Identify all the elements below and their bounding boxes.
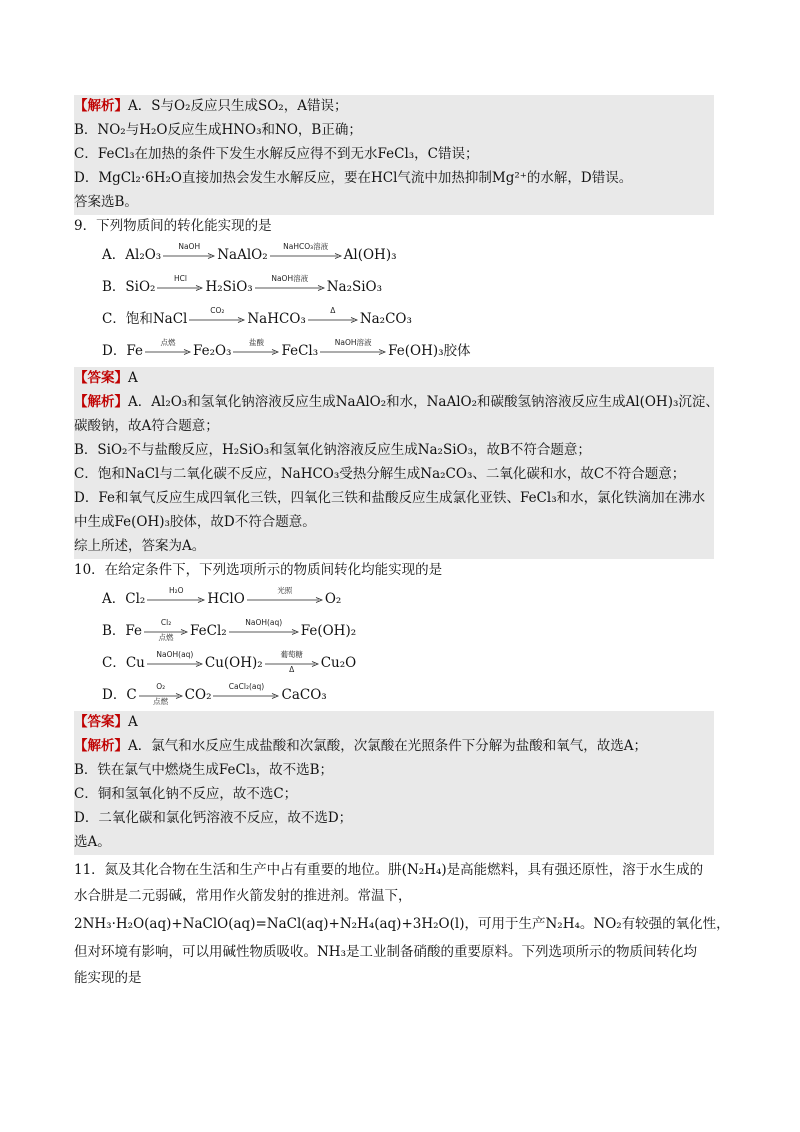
answer-tag: 【答案】 [74, 370, 128, 386]
product: Cu₂O [320, 655, 357, 671]
reaction-arrow [147, 649, 203, 673]
stem-text: ，可用于生产N₂H₄。NO₂有较强的氧化性， [464, 916, 730, 932]
arrow-condition: 光照 [277, 585, 293, 595]
q11-stem-line-2: 水合肼是二元弱碱，常用作火箭发射的推进剂。常温下， [74, 888, 412, 904]
reaction-arrow [308, 305, 358, 329]
reaction-arrow [145, 337, 191, 361]
q10-analysis-line-2: B．铁在氯气中燃烧生成FeCl₃，故不选B； [74, 762, 334, 778]
reaction-arrow [144, 617, 188, 642]
q10-answer [74, 711, 714, 735]
arrow-condition: CO₂ [210, 305, 225, 315]
product: Fe(OH)₂ [300, 623, 357, 639]
option-letter: B． [102, 623, 126, 639]
reactant: Fe [125, 623, 143, 639]
q8-analysis-line-3: C．FeCl₃在加热的条件下发生水解反应得不到无水FeCl₃，C错误； [74, 146, 479, 162]
intermediate: FeCl₃ [281, 343, 319, 359]
analysis-tag: 【解析】 [74, 98, 128, 114]
q8-analysis-block [74, 95, 714, 215]
q9-analysis-line-3: B．SiO₂不与盐酸反应，H₂SiO₃和氢氧化钠溶液反应生成Na₂SiO₃，故B不符合题意； [74, 442, 591, 458]
reaction-equation: 2NH₃·H₂O(aq)+NaClO(aq)=NaCl(aq)+N₂H₄(aq)+3H₂O(l) [74, 916, 465, 932]
arrow-condition: Δ [330, 305, 336, 315]
q9-option-a [74, 239, 714, 271]
arrow-condition: 葡萄糖 [280, 649, 303, 659]
q9-option-d [74, 335, 714, 367]
intermediate: NaAlO₂ [217, 247, 268, 263]
intermediate: NaHCO₃ [247, 311, 306, 327]
q8-analysis-line-1 [74, 95, 714, 119]
arrow-condition: NaOH(aq) [156, 649, 194, 659]
reactant: Fe [126, 343, 143, 359]
arrow-condition: NaOH(aq) [245, 617, 283, 627]
intermediate: Cu(OH)₂ [204, 655, 263, 671]
q8-analysis-line-2: B．NO₂与H₂O反应生成HNO₃和NO，B正确； [74, 122, 362, 138]
option-letter: D． [102, 687, 127, 703]
answer-tag: 【答案】 [74, 714, 128, 730]
reaction-arrow [189, 305, 245, 329]
product: Fe(OH)₃胶体 [388, 343, 471, 359]
reaction-arrow [147, 585, 205, 609]
reaction-arrow [229, 617, 299, 641]
arrow-condition: HCl [173, 273, 187, 283]
q11-stem-line-5: 能实现的是 [74, 970, 142, 986]
q10-option-c [74, 647, 714, 679]
reaction-arrow [255, 273, 325, 297]
reaction-arrow [247, 585, 323, 609]
q9-option-c [74, 303, 714, 335]
reaction-arrow [163, 241, 215, 265]
arrow-condition: O₂ [156, 681, 166, 691]
q10-analysis-line-3: C．铜和氢氧化钠不反应，故不选C； [74, 786, 298, 802]
reactant: Al₂O₃ [125, 247, 162, 263]
q9-analysis-line-5: D．Fe和氧气反应生成四氧化三铁，四氧化三铁和盐酸反应生成氯化亚铁、FeCl₃和水，氯化铁滴加在沸水 [74, 490, 706, 506]
q9-analysis-line-2: 碳酸钠，故A符合题意； [74, 418, 219, 434]
q10-analysis-line-5: 选A。 [74, 834, 111, 850]
arrow-condition: NaOH [178, 241, 201, 251]
reaction-arrow [270, 241, 342, 265]
answer-value: A [128, 370, 138, 386]
analysis-text: A．Al₂O₃和氢氧化钠溶液反应生成NaAlO₂和水，NaAlO₂和碳酸氢钠溶液反应生成Al(OH)₃沉淀、 [128, 394, 719, 410]
arrow-condition: H₂O [169, 585, 184, 595]
product: O₂ [324, 591, 342, 607]
q11-stem-line-1: 11．氮及其化合物在生活和生产中占有重要的地位。肼(N₂H₄)是高能燃料，具有强还原性，溶于水生成的 [74, 862, 704, 878]
reactant: C [126, 687, 137, 703]
product: Al(OH)₃ [343, 247, 397, 263]
reactant: SiO₂ [125, 279, 156, 295]
intermediate: HClO [207, 591, 245, 607]
q8-analysis-line-4: D．MgCl₂·6H₂O直接加热会发生水解反应，要在HCl气流中加热抑制Mg²⁺的水解，D错误。 [74, 170, 633, 186]
analysis-tag: 【解析】 [74, 394, 128, 410]
reaction-arrow [265, 649, 319, 674]
option-letter: A． [102, 591, 126, 607]
q10-option-a [74, 583, 714, 615]
reaction-arrow [233, 337, 279, 361]
arrow-condition: NaHCO₃溶液 [283, 241, 329, 251]
intermediate: CO₂ [184, 687, 212, 703]
intermediate: Fe₂O₃ [192, 343, 232, 359]
arrow-condition: NaOH溶液 [271, 273, 309, 283]
option-letter: A． [102, 247, 126, 263]
q10-analysis-line-4: D．二氧化碳和氯化钙溶液不反应，故不选D； [74, 810, 353, 826]
product: Na₂SiO₃ [326, 279, 383, 295]
q10-answer-block [74, 711, 714, 855]
product: Na₂CO₃ [359, 311, 412, 327]
option-letter: C． [102, 655, 126, 671]
q9-analysis-line-7: 综上所述，答案为A。 [74, 538, 206, 554]
reaction-arrow [139, 681, 183, 706]
reaction-arrow [320, 337, 386, 361]
intermediate: H₂SiO₃ [205, 279, 253, 295]
q10-option-d [74, 679, 714, 711]
arrow-condition-below: 点燃 [158, 632, 174, 642]
arrow-condition: 盐酸 [248, 337, 264, 347]
arrow-condition: 点燃 [160, 337, 176, 347]
product: CaCO₃ [281, 687, 327, 703]
analysis-tag: 【解析】 [74, 738, 128, 754]
reaction-arrow [157, 273, 203, 297]
q8-analysis-line-5: 答案选B。 [74, 194, 138, 210]
document-page [74, 95, 730, 991]
arrow-condition: CaCl₂(aq) [228, 681, 265, 691]
reactant: 饱和NaCl [125, 311, 188, 327]
analysis-text: A．S与O₂反应只生成SO₂，A错误； [128, 98, 348, 114]
arrow-condition-below: 点燃 [153, 696, 169, 706]
q11-stem-line-4: 但对环境有影响，可以用碱性物质吸收。NH₃是工业制备硝酸的重要原料。下列选项所示的物质间转化均 [74, 944, 697, 960]
q9-answer [74, 367, 714, 391]
arrow-condition: Cl₂ [160, 617, 172, 627]
q10-option-b [74, 615, 714, 647]
q11-stem-line-3 [74, 909, 730, 939]
q10-stem: 10．在给定条件下，下列选项所示的物质间转化均能实现的是 [74, 562, 443, 578]
reactant: Cu [125, 655, 145, 671]
reaction-arrow [213, 681, 279, 705]
intermediate: FeCl₂ [190, 623, 227, 639]
option-letter: C． [102, 311, 126, 327]
analysis-text: A．氯气和水反应生成盐酸和次氯酸，次氯酸在光照条件下分解为盐酸和氧气，故选A； [128, 738, 647, 754]
q9-answer-block [74, 367, 719, 559]
reactant: Cl₂ [125, 591, 146, 607]
q9-stem: 9．下列物质间的转化能实现的是 [74, 218, 272, 234]
option-letter: D． [102, 343, 127, 359]
q10-analysis-line-1 [74, 735, 714, 759]
q9-analysis-line-6: 中生成Fe(OH)₃胶体，故D不符合题意。 [74, 514, 316, 530]
arrow-condition-below: Δ [289, 664, 295, 674]
q9-analysis-line-1 [74, 391, 719, 415]
answer-value: A [128, 714, 138, 730]
q9-analysis-line-4: C．饱和NaCl与二氧化碳不反应，NaHCO₃受热分解生成Na₂CO₃、二氧化碳和水，故C不符合题意； [74, 466, 686, 482]
option-letter: B． [102, 279, 126, 295]
arrow-condition: NaOH溶液 [334, 337, 372, 347]
q9-option-b [74, 271, 714, 303]
